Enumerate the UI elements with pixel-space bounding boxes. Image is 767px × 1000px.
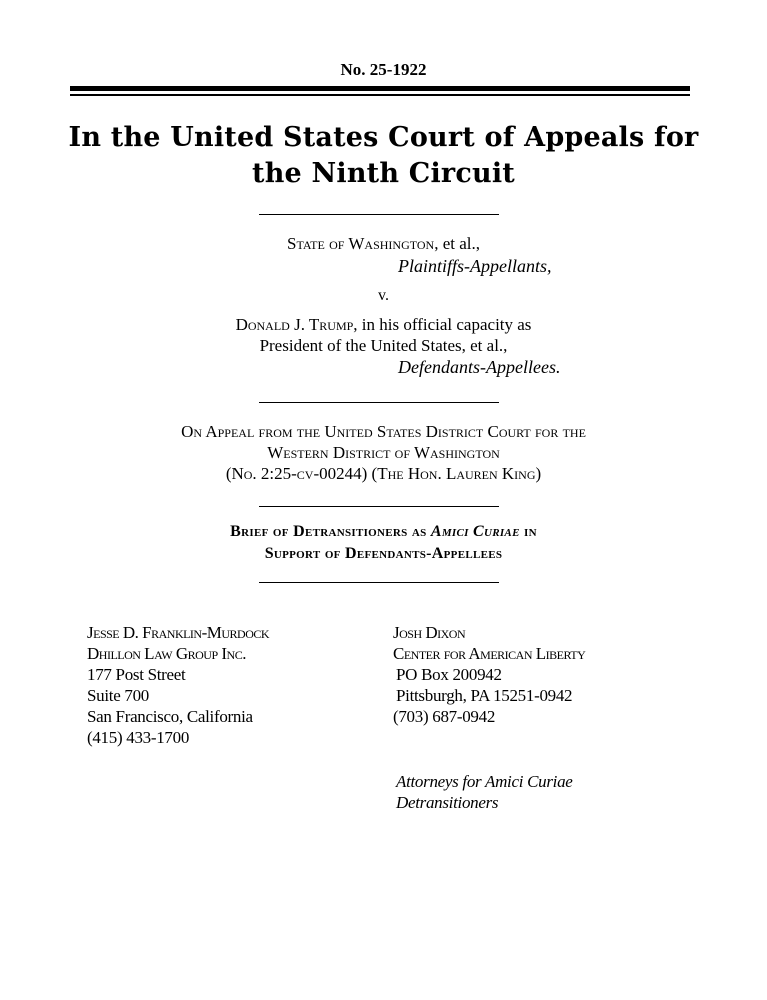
defendant-line2: President of the United States, et al., — [259, 336, 508, 355]
counsel-left-address2: Suite 700 — [87, 686, 149, 705]
case-number: No. 25-1922 — [340, 60, 427, 79]
plaintiff-suffix: , et al., — [434, 234, 480, 253]
court-name-line2: the Ninth Circuit — [252, 158, 515, 189]
plaintiff-role: Plaintiffs-Appellants, — [398, 256, 552, 276]
counsel-left-address1: 177 Post Street — [87, 665, 186, 684]
brief-title-post: in — [519, 523, 537, 540]
appeal-line2: Western District of Washington — [267, 443, 500, 462]
counsel-right — [393, 622, 693, 727]
defendant-role: Defendants-Appellees. — [398, 357, 561, 377]
counsel-left-city: San Francisco, California — [87, 707, 253, 726]
divider-2 — [259, 402, 499, 403]
divider-4 — [259, 582, 499, 583]
court-name-line1: In the United States Court of Appeals for — [68, 122, 699, 153]
plaintiff-name: State of Washington — [287, 234, 435, 253]
counsel-right-name: Josh Dixon — [393, 623, 466, 642]
header-rule-thin — [70, 94, 690, 96]
counsel-right-address1: PO Box 200942 — [396, 665, 502, 684]
counsel-left — [87, 622, 377, 748]
plaintiff-line — [0, 233, 767, 255]
attorneys-for — [396, 771, 696, 813]
brief-title-line1 — [0, 521, 767, 543]
counsel-left-name: Jesse D. Franklin-Murdock — [87, 623, 270, 642]
counsel-left-phone: (415) 433-1700 — [87, 728, 190, 747]
defendant-line1 — [0, 314, 767, 336]
attorneys-for-line1: Attorneys for Amici Curiae — [396, 772, 573, 791]
versus: v. — [378, 287, 389, 304]
brief-title-pre: Brief of Detransitioners as — [230, 523, 431, 540]
header-rule-thick — [70, 86, 690, 91]
divider-1 — [259, 214, 499, 215]
defendant-suffix: , in his official capacity as — [353, 315, 532, 334]
divider-3 — [259, 506, 499, 507]
counsel-right-city: Pittsburgh, PA 15251-0942 — [396, 686, 573, 705]
appeal-line1: On Appeal from the United States District Court for the — [181, 422, 586, 441]
counsel-left-firm: Dhillon Law Group Inc. — [87, 644, 246, 663]
appeal-line3: (No. 2:25-cv-00244) (The Hon. Lauren King) — [225, 464, 542, 483]
counsel-right-phone: (703) 687-0942 — [393, 707, 496, 726]
brief-title-italic: Amici Curiae — [430, 523, 520, 540]
defendant-name: Donald J. Trump — [235, 315, 354, 334]
brief-title-line2: Support of Defendants-Appellees — [264, 545, 503, 562]
attorneys-for-line2: Detransitioners — [396, 793, 499, 812]
counsel-right-org: Center for American Liberty — [393, 644, 586, 663]
